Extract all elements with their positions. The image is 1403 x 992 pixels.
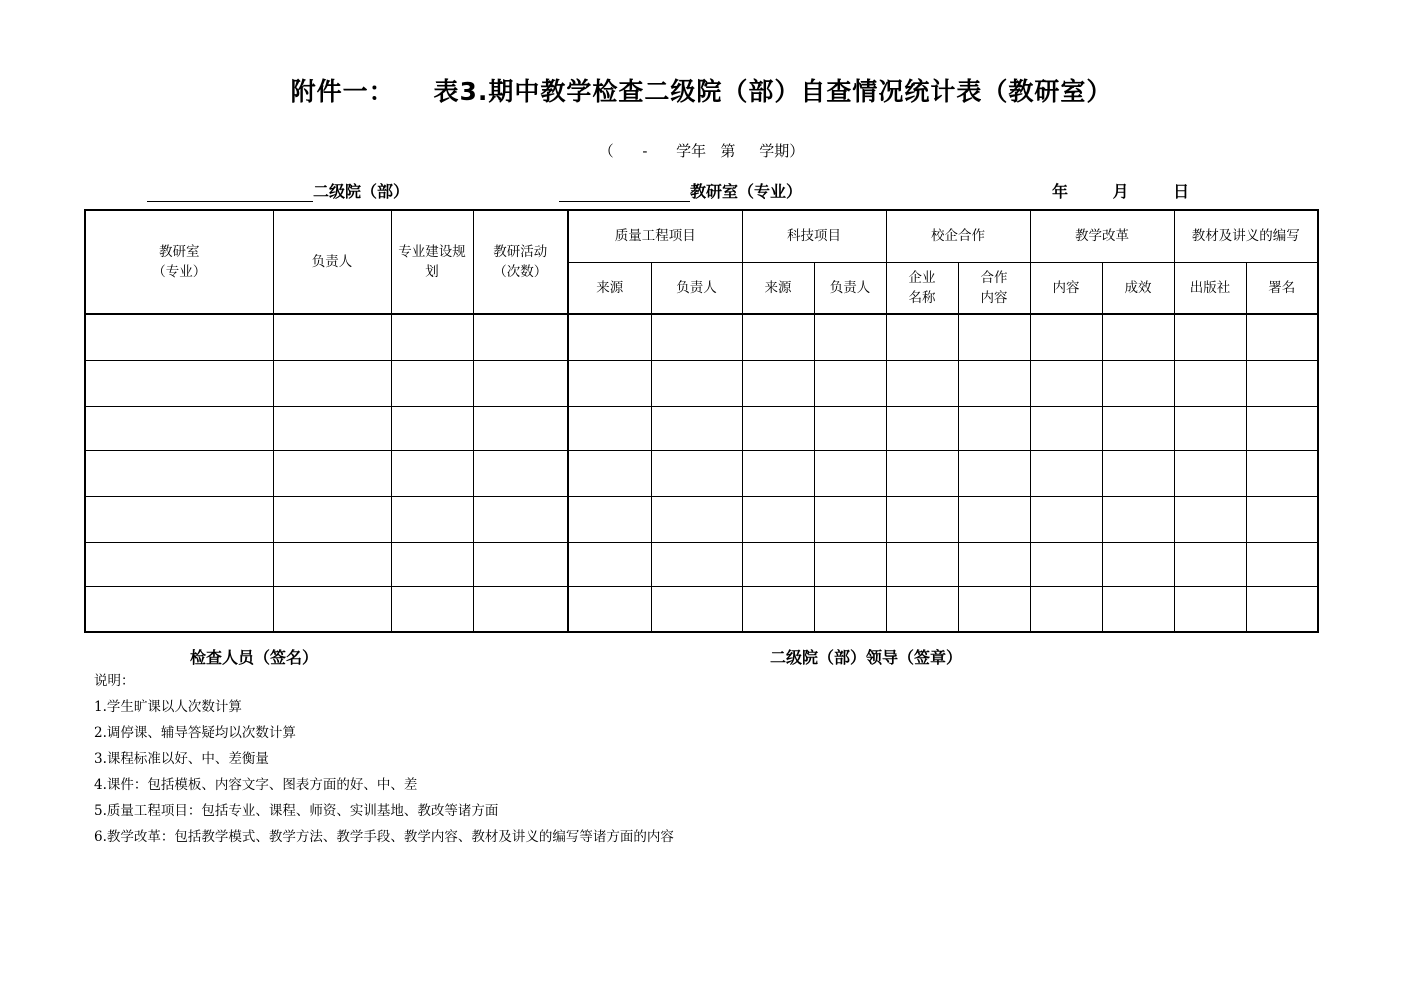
table-cell[interactable] xyxy=(473,450,568,496)
note-item: 5.质量工程项目：包括专业、课程、师资、实训基地、教改等诸方面 xyxy=(94,803,499,819)
table-cell[interactable] xyxy=(85,406,273,450)
group-keji: 科技项目 xyxy=(742,210,886,262)
header-guihua: 专业建设规 划 xyxy=(391,210,473,314)
table-cell[interactable] xyxy=(1102,360,1174,406)
sub-fuzeren-1: 负责人 xyxy=(651,262,742,314)
table-cell[interactable] xyxy=(958,450,1030,496)
college-label: 二级院（部） xyxy=(313,182,410,201)
table-cell[interactable] xyxy=(1102,542,1174,586)
table-cell[interactable] xyxy=(568,314,651,360)
table-cell[interactable] xyxy=(958,542,1030,586)
table-cell[interactable] xyxy=(391,406,473,450)
sub-neirong: 内容 xyxy=(1030,262,1102,314)
table-row xyxy=(85,586,1318,632)
table-row xyxy=(85,406,1318,450)
table-cell[interactable] xyxy=(391,496,473,542)
table-cell[interactable] xyxy=(1246,496,1318,542)
table-cell[interactable] xyxy=(273,496,391,542)
table-cell[interactable] xyxy=(568,496,651,542)
table-cell[interactable] xyxy=(1030,586,1102,632)
table-cell[interactable] xyxy=(1174,542,1246,586)
table-cell[interactable] xyxy=(85,450,273,496)
table-cell[interactable] xyxy=(473,360,568,406)
note-item: 4.课件：包括模板、内容文字、图表方面的好、中、差 xyxy=(94,777,418,793)
table-cell[interactable] xyxy=(651,586,742,632)
table-cell[interactable] xyxy=(273,542,391,586)
table-cell[interactable] xyxy=(814,406,886,450)
table-cell[interactable] xyxy=(651,542,742,586)
sub-qiye-mingcheng: 企业 名称 xyxy=(886,262,958,314)
table-cell[interactable] xyxy=(1174,450,1246,496)
table-cell[interactable] xyxy=(568,586,651,632)
table-cell[interactable] xyxy=(742,314,814,360)
table-cell[interactable] xyxy=(85,496,273,542)
table-cell[interactable] xyxy=(1030,406,1102,450)
table-cell[interactable] xyxy=(1174,496,1246,542)
table-cell[interactable] xyxy=(814,496,886,542)
table-cell[interactable] xyxy=(886,406,958,450)
leader-signature: 二级院（部）领导（签章） xyxy=(770,648,963,667)
term-line: （ - 学年 第 学期） xyxy=(598,142,805,160)
table-cell[interactable] xyxy=(958,314,1030,360)
table-cell[interactable] xyxy=(958,360,1030,406)
group-gaige: 教学改革 xyxy=(1030,210,1174,262)
sub-laiyuan-1: 来源 xyxy=(568,262,651,314)
table-cell[interactable] xyxy=(651,360,742,406)
table-cell[interactable] xyxy=(1174,314,1246,360)
table-cell[interactable] xyxy=(651,314,742,360)
table-cell[interactable] xyxy=(391,314,473,360)
table-cell[interactable] xyxy=(1102,314,1174,360)
table-cell[interactable] xyxy=(1174,586,1246,632)
table-cell[interactable] xyxy=(958,406,1030,450)
header-jiaoyanshi: 教研室 （专业） xyxy=(85,210,273,314)
table-cell[interactable] xyxy=(651,450,742,496)
table-cell[interactable] xyxy=(1102,406,1174,450)
table-cell[interactable] xyxy=(814,450,886,496)
table-cell[interactable] xyxy=(886,360,958,406)
table-cell[interactable] xyxy=(742,450,814,496)
table-cell[interactable] xyxy=(958,586,1030,632)
table-cell[interactable] xyxy=(473,542,568,586)
table-cell[interactable] xyxy=(742,586,814,632)
table-cell[interactable] xyxy=(1030,542,1102,586)
date-label: 年 月 日 xyxy=(1052,182,1190,201)
office-label: 教研室（专业） xyxy=(690,182,803,201)
table-body xyxy=(85,314,1318,632)
table-cell[interactable] xyxy=(1102,586,1174,632)
table-row xyxy=(85,450,1318,496)
table-cell[interactable] xyxy=(473,406,568,450)
table-cell[interactable] xyxy=(1246,586,1318,632)
table-cell[interactable] xyxy=(1174,360,1246,406)
table-cell[interactable] xyxy=(568,542,651,586)
sub-chubanshe: 出版社 xyxy=(1174,262,1246,314)
table-cell[interactable] xyxy=(1030,314,1102,360)
table-cell[interactable] xyxy=(473,586,568,632)
table-cell[interactable] xyxy=(1030,496,1102,542)
table-cell[interactable] xyxy=(473,314,568,360)
table-cell[interactable] xyxy=(651,406,742,450)
table-row xyxy=(85,360,1318,406)
table-cell[interactable] xyxy=(1102,496,1174,542)
table-cell[interactable] xyxy=(1102,450,1174,496)
table-row xyxy=(85,542,1318,586)
college-field xyxy=(147,179,409,202)
table-cell[interactable] xyxy=(273,314,391,360)
group-jiaocai: 教材及讲义的编写 xyxy=(1174,210,1318,262)
table-row xyxy=(85,314,1318,360)
notes-heading: 说明： xyxy=(94,673,135,689)
table-cell[interactable] xyxy=(568,360,651,406)
table-cell[interactable] xyxy=(1030,450,1102,496)
table-cell[interactable] xyxy=(742,406,814,450)
table-cell[interactable] xyxy=(742,542,814,586)
sub-chengxiao: 成效 xyxy=(1102,262,1174,314)
table-cell[interactable] xyxy=(1246,450,1318,496)
table-cell[interactable] xyxy=(886,314,958,360)
table-cell[interactable] xyxy=(568,406,651,450)
note-item: 6.教学改革：包括教学模式、教学方法、教学手段、教学内容、教材及讲义的编写等诸方面的内容 xyxy=(94,829,674,845)
table-row xyxy=(85,496,1318,542)
table-cell[interactable] xyxy=(273,360,391,406)
table-cell[interactable] xyxy=(568,450,651,496)
table-cell[interactable] xyxy=(886,542,958,586)
inspector-signature: 检查人员（签名） xyxy=(190,648,319,667)
table-cell[interactable] xyxy=(742,496,814,542)
table-cell[interactable] xyxy=(814,542,886,586)
table-cell[interactable] xyxy=(651,496,742,542)
table-cell[interactable] xyxy=(1246,360,1318,406)
college-blank[interactable] xyxy=(147,183,313,202)
office-field xyxy=(559,179,802,202)
table-cell[interactable] xyxy=(85,542,273,586)
group-xiaoqi: 校企合作 xyxy=(886,210,1030,262)
table-cell[interactable] xyxy=(391,586,473,632)
sub-fuzeren-2: 负责人 xyxy=(814,262,886,314)
table-cell[interactable] xyxy=(273,450,391,496)
table-cell[interactable] xyxy=(391,450,473,496)
table-cell[interactable] xyxy=(85,586,273,632)
table-cell[interactable] xyxy=(391,360,473,406)
group-zhiliang: 质量工程项目 xyxy=(568,210,742,262)
note-item: 2.调停课、辅导答疑均以次数计算 xyxy=(94,725,296,741)
stats-table xyxy=(84,209,1319,633)
table-cell[interactable] xyxy=(814,314,886,360)
header-row-1 xyxy=(85,210,1318,262)
table-cell[interactable] xyxy=(814,360,886,406)
notes-section xyxy=(94,672,674,854)
table-cell[interactable] xyxy=(742,360,814,406)
table-cell[interactable] xyxy=(1246,406,1318,450)
page-title: 附件一： 表3.期中教学检查二级院（部）自查情况统计表（教研室） xyxy=(290,77,1113,106)
table-cell[interactable] xyxy=(273,586,391,632)
sub-shuming: 署名 xyxy=(1246,262,1318,314)
table-cell[interactable] xyxy=(273,406,391,450)
table-cell[interactable] xyxy=(1246,314,1318,360)
table-cell[interactable] xyxy=(886,450,958,496)
note-item: 3.课程标准以好、中、差衡量 xyxy=(94,751,269,767)
table-cell[interactable] xyxy=(1246,542,1318,586)
table-cell[interactable] xyxy=(473,496,568,542)
table-cell[interactable] xyxy=(958,496,1030,542)
sub-laiyuan-2: 来源 xyxy=(742,262,814,314)
header-huodong: 教研活动 （次数） xyxy=(473,210,568,314)
table-cell[interactable] xyxy=(85,314,273,360)
office-blank[interactable] xyxy=(559,183,690,202)
table-cell[interactable] xyxy=(1030,360,1102,406)
table-cell[interactable] xyxy=(886,586,958,632)
note-item: 1.学生旷课以人次数计算 xyxy=(94,699,242,715)
table-cell[interactable] xyxy=(85,360,273,406)
header-fuzeren: 负责人 xyxy=(273,210,391,314)
table-cell[interactable] xyxy=(391,542,473,586)
table-cell[interactable] xyxy=(1174,406,1246,450)
table-cell[interactable] xyxy=(886,496,958,542)
table-cell[interactable] xyxy=(814,586,886,632)
sub-hezuo-neirong: 合作 内容 xyxy=(958,262,1030,314)
